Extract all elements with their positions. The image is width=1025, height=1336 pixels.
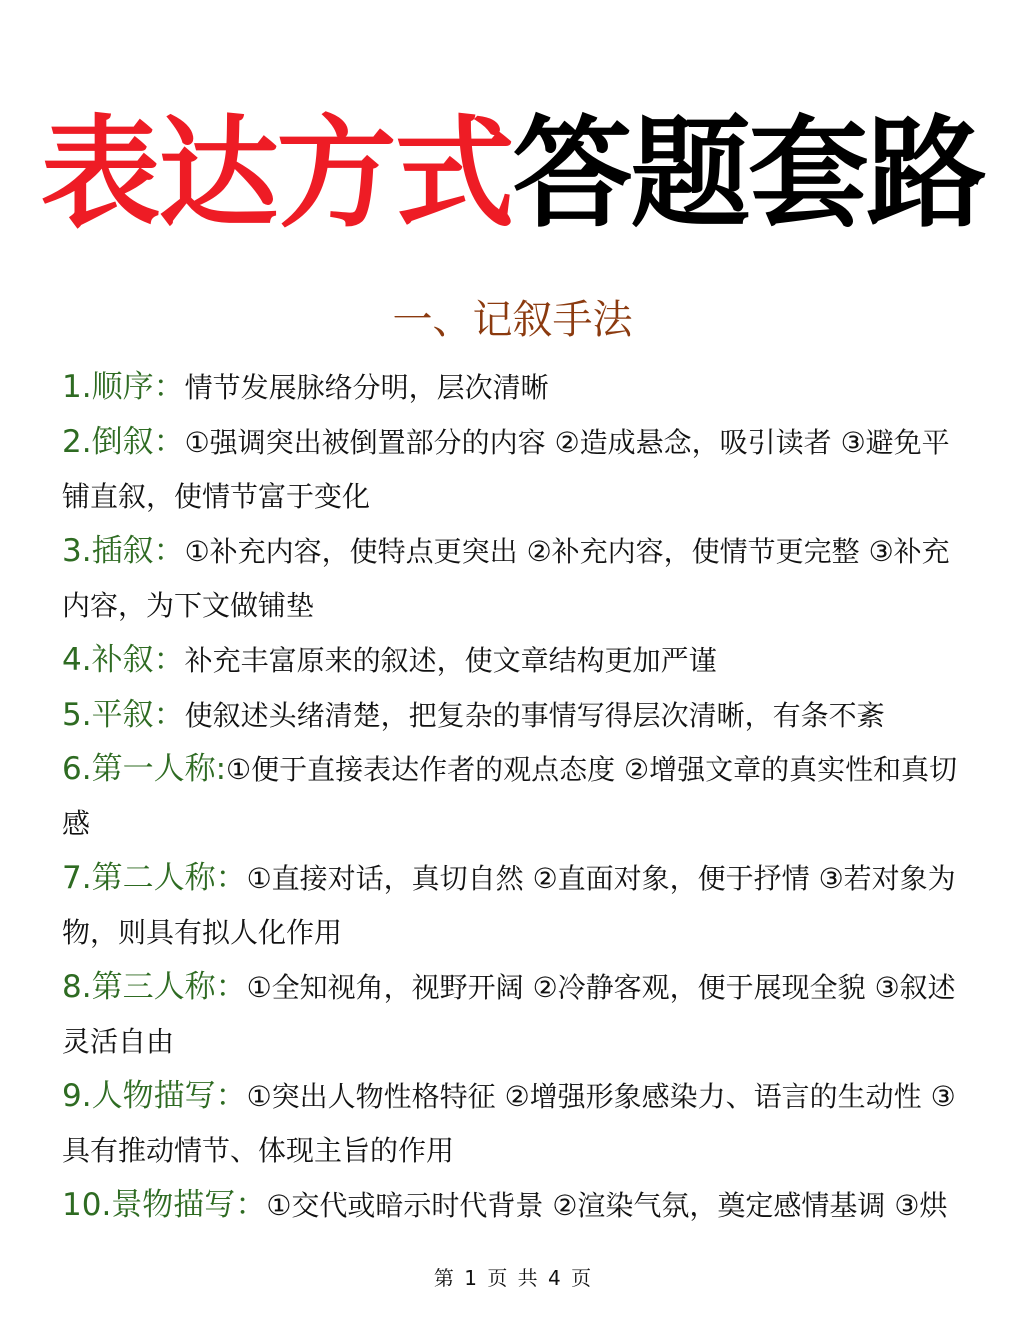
item-separator: ： <box>215 969 247 1005</box>
list-item <box>62 360 967 415</box>
item-text: ①突出人物性格特征 ②增强形象感染力、语言的生动性 ③具有推动情节、体现主旨的作用 <box>62 1080 956 1167</box>
item-separator: : <box>215 751 227 787</box>
page-title-red-part: 表达方式 <box>40 105 513 244</box>
page-number-footer: 第 1 页 共 4 页 <box>433 1266 592 1290</box>
list-item <box>62 415 967 524</box>
item-label: 4.补叙 <box>62 642 154 678</box>
item-separator: ： <box>153 369 185 405</box>
item-label: 2.倒叙 <box>62 424 154 460</box>
page-title-black-part: 答题套路 <box>512 105 985 244</box>
item-label: 7.第二人称 <box>62 860 216 896</box>
item-text: ①交代或暗示时代背景 ②渲染气氛，奠定感情基调 ③烘 <box>266 1189 948 1222</box>
item-separator: ： <box>153 697 185 733</box>
item-label: 3.插叙 <box>62 533 154 569</box>
item-separator: ： <box>235 1187 267 1223</box>
item-text: 补充丰富原来的叙述，使文章结构更加严谨 <box>184 644 717 677</box>
list-item <box>62 851 967 960</box>
item-text: ①补充内容，使特点更突出 ②补充内容，使情节更完整 ③补充内容，为下文做铺垫 <box>62 535 950 622</box>
item-text: ①便于直接表达作者的观点态度 ②增强文章的真实性和真切感 <box>62 753 958 840</box>
item-label: 1.顺序 <box>62 369 154 405</box>
item-label: 5.平叙 <box>62 697 154 733</box>
item-label: 8.第三人称 <box>62 969 216 1005</box>
list-item <box>62 960 967 1069</box>
list-item <box>62 633 967 688</box>
item-label: 9.人物描写 <box>62 1078 216 1114</box>
item-text: 情节发展脉络分明，层次清晰 <box>184 371 549 404</box>
item-text: ①强调突出被倒置部分的内容 ②造成悬念，吸引读者 ③避免平铺直叙，使情节富于变化 <box>62 426 950 513</box>
list-item <box>62 524 967 633</box>
item-separator: ： <box>153 533 185 569</box>
list-item <box>62 1069 967 1178</box>
item-label: 10.景物描写 <box>62 1187 236 1223</box>
item-label: 6.第一人称 <box>62 751 216 787</box>
item-separator: ： <box>215 1078 247 1114</box>
list-item <box>62 688 967 743</box>
item-text: 使叙述头绪清楚，把复杂的事情写得层次清晰，有条不紊 <box>184 699 885 732</box>
item-text: ①全知视角，视野开阔 ②冷静客观，便于展现全貌 ③叙述灵活自由 <box>62 971 956 1058</box>
item-separator: ： <box>215 860 247 896</box>
section-heading: 一、记叙手法 <box>392 297 633 343</box>
list-item <box>62 1178 967 1233</box>
item-separator: ： <box>153 424 185 460</box>
page-title <box>0 100 1025 250</box>
item-text: ①直接对话，真切自然 ②直面对象，便于抒情 ③若对象为物，则具有拟人化作用 <box>62 862 956 949</box>
item-separator: ： <box>153 642 185 678</box>
list-item <box>62 742 967 851</box>
